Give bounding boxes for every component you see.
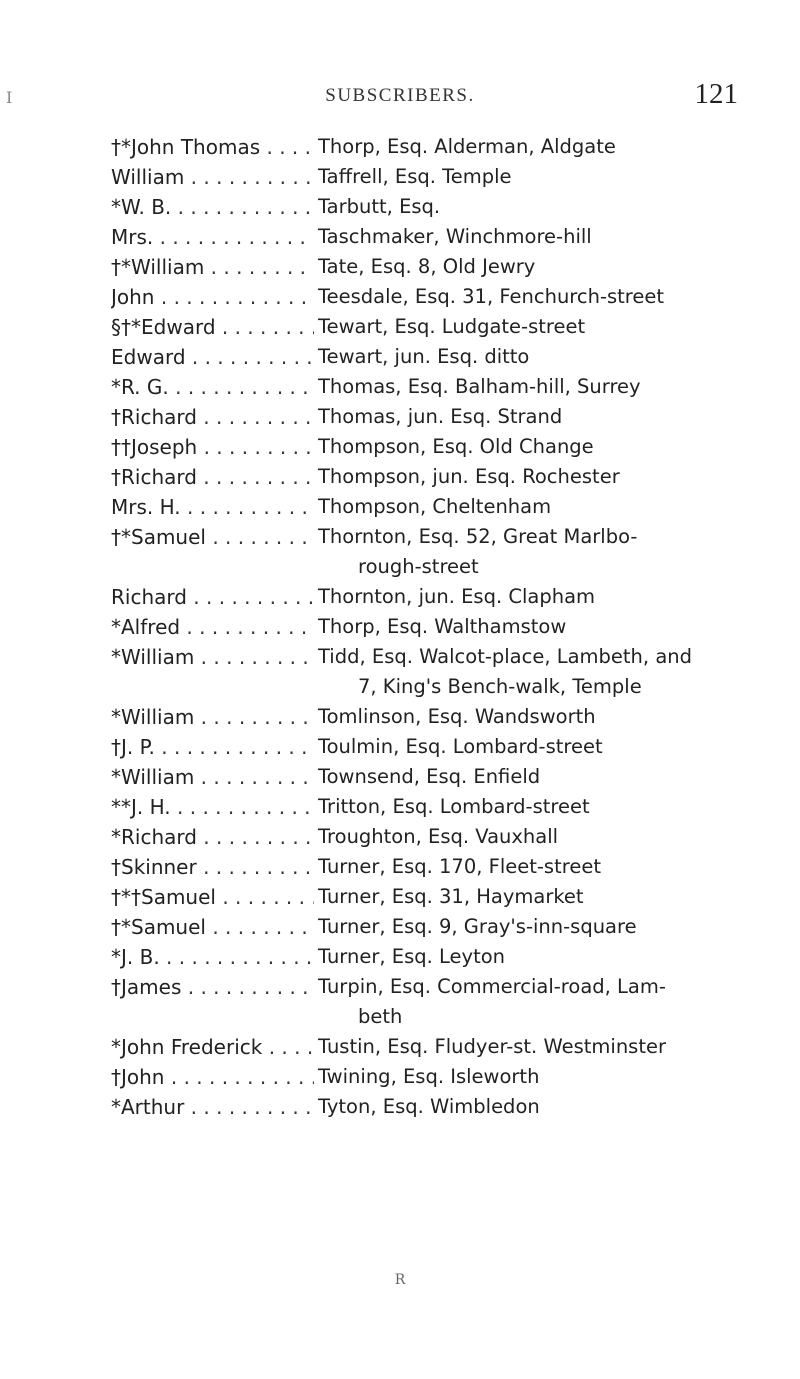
given-name: Mrs. H. . . . <box>111 492 314 522</box>
subscriber-entry <box>0 822 800 852</box>
given-name: Mrs. . . . <box>111 222 314 252</box>
surname-address: Thornton, jun. Esq. Clapham <box>318 585 596 608</box>
subscriber-entry <box>0 462 800 492</box>
margin-mark: I <box>6 88 13 107</box>
given-name: ††Joseph . . . <box>111 432 314 462</box>
given-name: †*†Samuel . . . <box>111 882 314 912</box>
entry-line <box>0 222 800 252</box>
subscriber-entry <box>0 432 800 462</box>
page-number: 121 <box>694 78 738 110</box>
subscriber-entry <box>0 732 800 762</box>
subscriber-entry <box>0 222 800 252</box>
surname-address: Turner, Esq. Leyton <box>318 945 506 968</box>
subscriber-entry <box>0 522 800 582</box>
surname-address: Thorp, Esq. Walthamstow <box>318 615 567 638</box>
page-header <box>0 78 800 118</box>
surname-address: Turner, Esq. 31, Haymarket <box>318 885 584 908</box>
entry-line <box>0 582 800 612</box>
given-name: †Richard . . . <box>111 462 314 492</box>
surname-address: Toulmin, Esq. Lombard-street <box>318 735 603 758</box>
given-name: †Skinner . . . <box>111 852 314 882</box>
entry-line <box>0 762 800 792</box>
surname-address: Twining, Esq. Isleworth <box>318 1065 540 1088</box>
entry-line <box>0 132 800 162</box>
continuation-line <box>0 672 800 702</box>
surname-address: Troughton, Esq. Vauxhall <box>318 825 559 848</box>
given-name: *Richard . . . <box>111 822 314 852</box>
signature-mark: R <box>394 1272 406 1288</box>
address-continuation: 7, King's Bench-walk, Temple <box>358 675 642 698</box>
given-name: *William . . . <box>111 702 314 732</box>
subscriber-entry <box>0 852 800 882</box>
surname-address: Townsend, Esq. Enfield <box>318 765 541 788</box>
surname-address: Tate, Esq. 8, Old Jewry <box>318 255 536 278</box>
entry-line <box>0 162 800 192</box>
given-name: **J. H. . . . <box>111 792 314 822</box>
given-name: §†*Edward . . . <box>111 312 314 342</box>
surname-address: Tidd, Esq. Walcot-place, Lambeth, and <box>318 645 693 668</box>
subscriber-entry <box>0 642 800 702</box>
surname-address: Thorp, Esq. Alderman, Aldgate <box>318 135 616 158</box>
subscriber-entry <box>0 312 800 342</box>
entry-line <box>0 822 800 852</box>
subscriber-entry <box>0 912 800 942</box>
given-name: *William . . . <box>111 642 314 672</box>
entry-line <box>0 432 800 462</box>
surname-address: Tewart, Esq. Ludgate-street <box>318 315 586 338</box>
subscriber-entry <box>0 192 800 222</box>
subscriber-entry <box>0 402 800 432</box>
surname-address: Thornton, Esq. 52, Great Marlbo- <box>318 525 638 548</box>
surname-address: Tyton, Esq. Wimbledon <box>318 1095 540 1118</box>
entry-line <box>0 252 800 282</box>
entry-line <box>0 402 800 432</box>
surname-address: Thomas, Esq. Balham-hill, Surrey <box>318 375 641 398</box>
entry-line <box>0 1032 800 1062</box>
subscriber-entry <box>0 132 800 162</box>
surname-address: Tewart, jun. Esq. ditto <box>318 345 530 368</box>
continuation-line <box>0 1002 800 1032</box>
subscriber-entry <box>0 702 800 732</box>
subscriber-entry <box>0 972 800 1032</box>
given-name: †*Samuel . . . <box>111 522 314 552</box>
entry-line <box>0 912 800 942</box>
entry-line <box>0 732 800 762</box>
entry-line <box>0 522 800 552</box>
given-name: *J. B. . . . <box>111 942 314 972</box>
given-name: William . . . <box>111 162 314 192</box>
entry-line <box>0 192 800 222</box>
surname-address: Taschmaker, Winchmore-hill <box>318 225 592 248</box>
given-name: John . . . <box>111 282 314 312</box>
surname-address: Thompson, Esq. Old Change <box>318 435 594 458</box>
entry-line <box>0 702 800 732</box>
given-name: *R. G. . . . <box>111 372 314 402</box>
given-name: †*Samuel . . . <box>111 912 314 942</box>
surname-address: Taffrell, Esq. Temple <box>318 165 512 188</box>
surname-address: Turner, Esq. 9, Gray's-inn-square <box>318 915 637 938</box>
running-title: SUBSCRIBERS. <box>325 85 475 106</box>
subscriber-entry <box>0 882 800 912</box>
subscriber-entry <box>0 342 800 372</box>
entry-line <box>0 1062 800 1092</box>
subscriber-entry <box>0 762 800 792</box>
entry-line <box>0 642 800 672</box>
surname-address: Tarbutt, Esq. <box>318 195 441 218</box>
given-name: †*William . . . <box>111 252 314 282</box>
entry-line <box>0 852 800 882</box>
given-name: *Alfred . . . <box>111 612 314 642</box>
subscriber-entry <box>0 162 800 192</box>
entry-line <box>0 462 800 492</box>
subscriber-entry <box>0 1062 800 1092</box>
entry-line <box>0 942 800 972</box>
address-continuation: beth <box>358 1005 403 1028</box>
given-name: †J. P. . . . <box>111 732 314 762</box>
entry-line <box>0 972 800 1002</box>
surname-address: Teesdale, Esq. 31, Fenchurch-street <box>318 285 665 308</box>
continuation-line <box>0 552 800 582</box>
given-name: *John Frederick . . . <box>111 1032 314 1062</box>
given-name: *William . . . <box>111 762 314 792</box>
entry-line <box>0 312 800 342</box>
surname-address: Turner, Esq. 170, Fleet-street <box>318 855 601 878</box>
given-name: *Arthur . . . <box>111 1092 314 1122</box>
subscriber-entry <box>0 942 800 972</box>
surname-address: Thompson, Cheltenham <box>318 495 552 518</box>
given-name: Edward . . . <box>111 342 314 372</box>
entry-line <box>0 792 800 822</box>
surname-address: Tritton, Esq. Lombard-street <box>318 795 590 818</box>
subscriber-entry <box>0 282 800 312</box>
surname-address: Turpin, Esq. Commercial-road, Lam- <box>318 975 666 998</box>
subscriber-list <box>0 132 800 1122</box>
given-name: *W. B. . . . <box>111 192 314 222</box>
given-name: †John . . . <box>111 1062 314 1092</box>
subscriber-entry <box>0 1092 800 1122</box>
given-name: †Richard . . . <box>111 402 314 432</box>
entry-line <box>0 282 800 312</box>
entry-line <box>0 492 800 522</box>
given-name: †*John Thomas . . . <box>111 132 314 162</box>
subscriber-entry <box>0 252 800 282</box>
address-continuation: rough-street <box>358 555 479 578</box>
subscriber-entry <box>0 612 800 642</box>
entry-line <box>0 1092 800 1122</box>
entry-line <box>0 882 800 912</box>
given-name: †James . . . <box>111 972 314 1002</box>
surname-address: Thomas, jun. Esq. Strand <box>318 405 563 428</box>
subscriber-entry <box>0 372 800 402</box>
entry-line <box>0 612 800 642</box>
subscriber-entry <box>0 582 800 612</box>
subscriber-entry <box>0 492 800 522</box>
surname-address: Tomlinson, Esq. Wandsworth <box>318 705 596 728</box>
given-name: Richard . . . <box>111 582 314 612</box>
entry-line <box>0 372 800 402</box>
subscriber-entry <box>0 792 800 822</box>
subscriber-entry <box>0 1032 800 1062</box>
surname-address: Tustin, Esq. Fludyer-st. Westminster <box>318 1035 666 1058</box>
entry-line <box>0 342 800 372</box>
surname-address: Thompson, jun. Esq. Rochester <box>318 465 620 488</box>
